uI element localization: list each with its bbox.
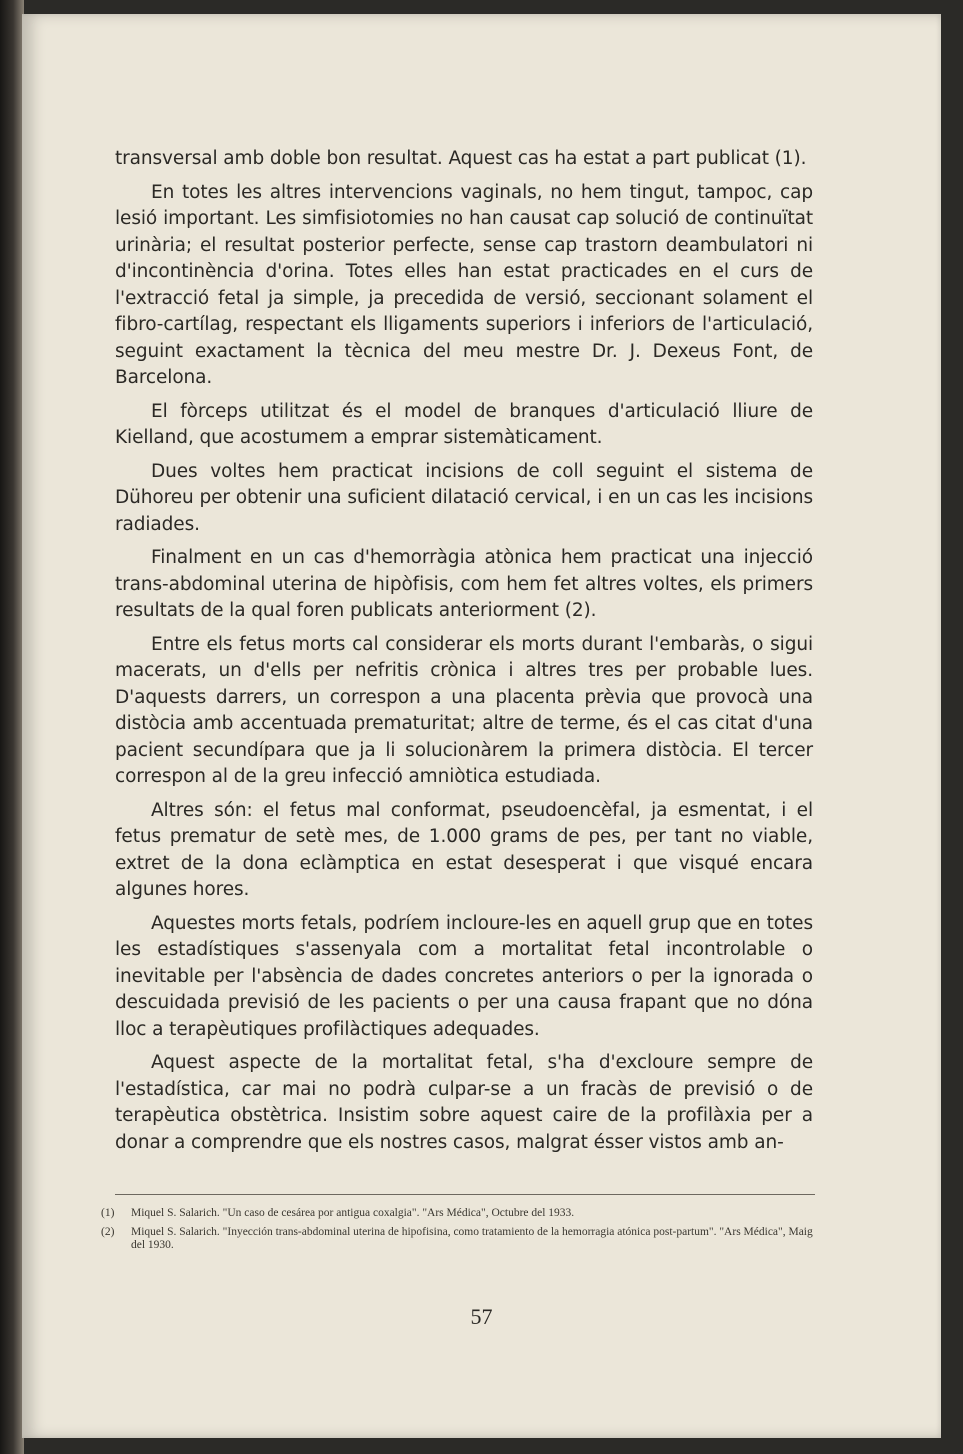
footnote-text: Miquel S. Salarich. "Inyección trans-abdominal uterina de hipofisina, como tratamiento de la hemorragia atónica post-partum". "Ars Médica", Maig del 1930. xyxy=(131,1226,813,1251)
paragraph: Aquestes morts fetals, podríem incloure-les en aquell grup que en totes les estadístiques s'assenyala com a mortalitat fetal incontrolable o inevitable per l'absència de dades concretes anteriors o per la ignorada o descuidada previsió de les pacients o per una causa frapant que no dóna lloc a terapèutiques profilàctiques adequades. xyxy=(115,912,813,1040)
footnote xyxy=(101,1226,815,1252)
footnote xyxy=(101,1207,815,1220)
paragraph: Aquest aspecte de la mortalitat fetal, s'ha d'excloure sempre de l'estadística, car mai no podrà culpar-se a un fracàs de previsió o de terapèutica obstètrica. Insistim sobre aquest caire de la profilàxia per a donar a comprendre que els nostres casos, malgrat ésser vistos amb an- xyxy=(115,1052,813,1153)
paragraph: Dues voltes hem practicat incisions de coll seguint el sistema de Dühoreu per obtenir una suficient dilatació cervical, i en un cas les incisions radiades. xyxy=(115,460,813,535)
paragraph: Finalment en un cas d'hemorràgia atònica hem practicat una injecció trans-abdominal uterina de hipòfisis, com hem fet altres voltes, els primers resultats de la qual foren publicats anteriorment (2). xyxy=(115,547,813,621)
book-page xyxy=(22,14,941,1438)
body-text xyxy=(115,146,813,1163)
book-spine-edge xyxy=(0,0,24,1454)
footnote-number: (2) xyxy=(101,1226,115,1238)
paragraph: Entre els fetus morts cal considerar els morts durant l'embaràs, o sigui macerats, un d'ells per nefritis crònica i altres tres per probable lues. D'aquests darrers, un correspon a una placenta prèvia que provocà una distòcia amb accentuada prematuritat; altre de terme, és el cas citat d'una pacient secundípara que ja li solucionàrem la primera distòcia. El tercer correspon al de la greu infecció amniòtica estudiada. xyxy=(115,633,813,787)
footnotes xyxy=(101,1194,815,1258)
paragraph: transversal amb doble bon resultat. Aquest cas ha estat a part publicat (1). xyxy=(115,148,807,169)
footnote-text: Miquel S. Salarich. "Un caso de cesárea por antigua coxalgia". "Ars Médica", Octubre del 1933. xyxy=(131,1207,575,1219)
paragraph: Altres són: el fetus mal conformat, pseudoencèfal, ja esmentat, i el fetus prematur de setè mes, de 1.000 grams de pes, per tant no viable, extret de la dona eclàmptica en estat desesperat i que visqué encara algunes hores. xyxy=(115,799,813,900)
footnote-number: (1) xyxy=(101,1207,115,1219)
page-number: 57 xyxy=(470,1304,493,1329)
paragraph: En totes les altres intervencions vaginals, no hem tingut, tampoc, cap lesió important. Les simfisiotomies no han causat cap solució de continuïtat urinària; el resultat posterior perfecte, sense cap trastorn deambulatori ni d'incontinència d'orina. Totes elles han estat practicades en el curs de l'extracció fetal ja simple, ja precedida de versió, seccionant solament el fibro-cartílag, respectant els lligaments superiors i inferiors de l'articulació, seguint exactament la tècnica del meu mestre Dr. J. Dexeus Font, de Barcelona. xyxy=(115,181,813,388)
paragraph: El fòrceps utilitzat és el model de branques d'articulació lliure de Kielland, que acostumem a emprar sistemàticament. xyxy=(115,400,813,448)
